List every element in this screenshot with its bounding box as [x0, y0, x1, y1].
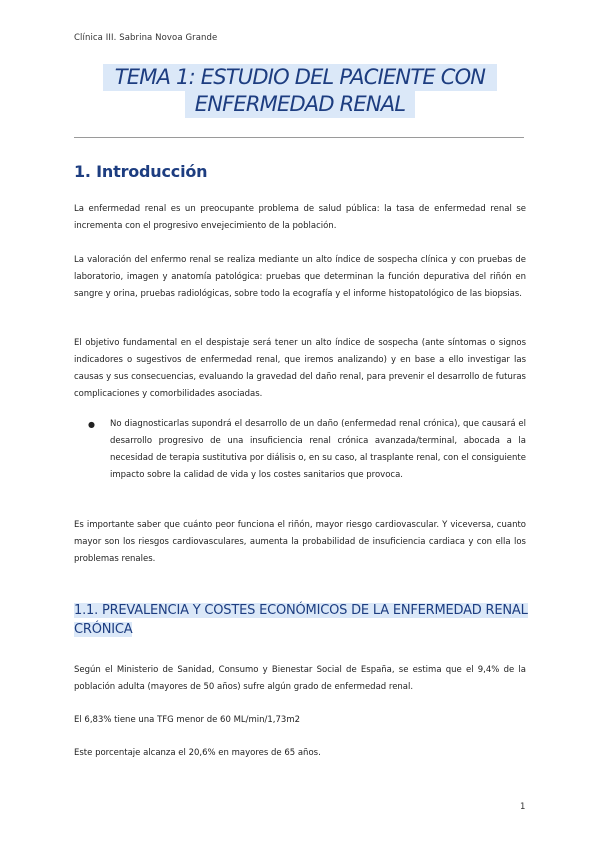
paragraph-intro-3: El objetivo fundamental en el despistaje será tener un alto índice de sospecha (ante síntomas o signos indicadores o sugestivos de enfermedad renal, que iremos analizando) y en base a ello investigar las causas y sus consecuencias, evaluando la gravedad del daño renal, para prevenir el desarrollo de futuras complicaciones y comorbilidades asociadas. — [74, 338, 526, 399]
bullet-marker: ● — [88, 420, 95, 429]
paragraph-prevalencia-3: Este porcentaje alcanza el 20,6% en mayores de 65 años. — [74, 748, 321, 758]
title-line-1: TEMA 1: ESTUDIO DEL PACIENTE CON — [103, 64, 497, 91]
paragraph-prevalencia-1: Según el Ministerio de Sanidad, Consumo y Bienestar Social de España, se estima que el 9,4% de la población adulta (mayores de 50 años) sufre algún grado de enfermedad renal. — [74, 665, 526, 692]
paragraph-intro-1: La enfermedad renal es un preocupante problema de salud pública: la tasa de enfermedad renal se incrementa con el progresivo envejecimiento de la población. — [74, 204, 526, 231]
running-header: Clínica III. Sabrina Novoa Grande — [74, 33, 218, 43]
page-number: 1 — [520, 802, 526, 812]
title-line-2: ENFERMEDAD RENAL — [185, 91, 416, 118]
paragraph-intro-4: Es importante saber que cuánto peor funciona el riñón, mayor riesgo cardiovascular. Y viceversa, cuanto mayor son los riesgos cardiovasculares, aumenta la probabilidad de insuficiencia cardiaca y con ella los problemas renales. — [74, 520, 526, 564]
paragraph-intro-2: La valoración del enfermo renal se realiza mediante un alto índice de sospecha clínica y con pruebas de laboratorio, imagen y anatomía patológica: pruebas que determinan la función depurativa del riñón en sangre y orina, pruebas radiológicas, sobre todo la ecografía y el informe histopatológico de las biopsias. — [74, 255, 526, 299]
bullet-item-1: No diagnosticarlas supondrá el desarrollo de un daño (enfermedad renal crónica), que causará el desarrollo progresivo de una insuficiencia renal crónica avanzada/terminal, abocada a la necesidad de terapia sustitutiva por diálisis o, en su caso, al trasplante renal, con el consiguiente impacto sobre la calidad de vida y los costes sanitarios que provoca. — [110, 419, 526, 480]
section-heading-introduccion: 1. Introducción — [74, 162, 208, 181]
document-title — [0, 64, 600, 118]
section-heading-prevalencia-text: 1.1. PREVALENCIA Y COSTES ECONÓMICOS DE LA ENFERMEDAD RENAL CRÓNICA — [74, 603, 528, 637]
section-heading-prevalencia — [74, 601, 530, 639]
title-divider — [74, 137, 524, 138]
paragraph-prevalencia-2: El 6,83% tiene una TFG menor de 60 ML/min/1,73m2 — [74, 715, 301, 725]
